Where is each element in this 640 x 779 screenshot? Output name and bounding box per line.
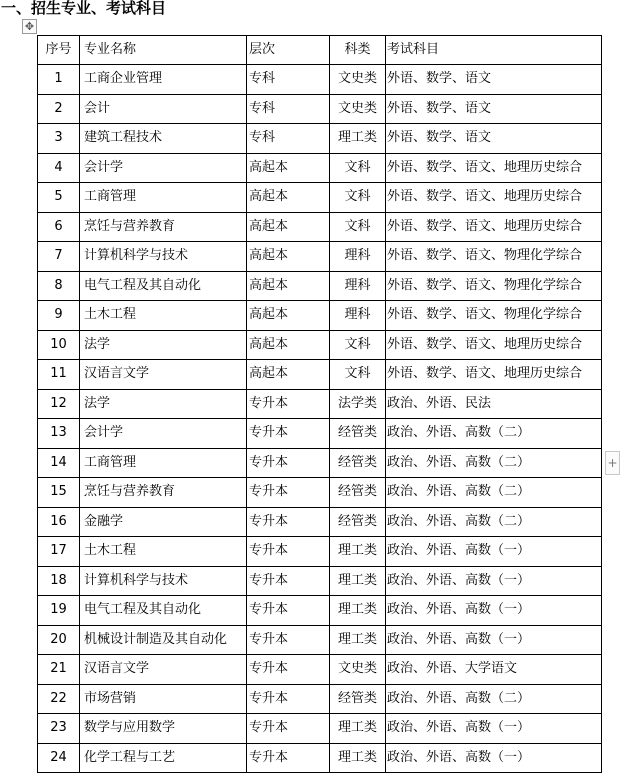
major-name-cell: 化学工程与工艺 [80, 743, 247, 773]
category-cell: 文科 [330, 183, 386, 213]
index-cell: 15 [38, 478, 80, 508]
index-cell: 6 [38, 212, 80, 242]
table-row [38, 714, 602, 744]
category-cell: 经管类 [330, 507, 386, 537]
majors-table [37, 35, 602, 773]
major-name-cell: 法学 [80, 389, 247, 419]
section-heading: 一、招生专业、考试科目 [1, 0, 167, 17]
level-cell: 高起本 [247, 360, 330, 390]
category-cell: 文史类 [330, 94, 386, 124]
index-cell: 24 [38, 743, 80, 773]
index-cell: 7 [38, 242, 80, 272]
table-move-handle-icon[interactable]: ✥ [22, 19, 37, 34]
level-cell: 高起本 [247, 242, 330, 272]
table-row [38, 242, 602, 272]
exam-subjects-cell: 政治、外语、高数（一） [386, 537, 602, 567]
exam-subjects-cell: 外语、数学、语文、地理历史综合 [386, 183, 602, 213]
level-cell: 专科 [247, 94, 330, 124]
level-cell: 专升本 [247, 625, 330, 655]
table-row [38, 153, 602, 183]
table-row [38, 448, 602, 478]
index-cell: 14 [38, 448, 80, 478]
exam-subjects-cell: 外语、数学、语文、物理化学综合 [386, 242, 602, 272]
table-row [38, 655, 602, 685]
level-cell: 专科 [247, 124, 330, 154]
index-cell: 19 [38, 596, 80, 626]
exam-subjects-cell: 政治、外语、高数（一） [386, 714, 602, 744]
category-cell: 理工类 [330, 625, 386, 655]
level-cell: 专升本 [247, 389, 330, 419]
index-cell: 10 [38, 330, 80, 360]
table-row [38, 507, 602, 537]
table-row [38, 65, 602, 95]
category-cell: 理工类 [330, 743, 386, 773]
level-cell: 高起本 [247, 271, 330, 301]
table-row [38, 94, 602, 124]
exam-subjects-cell: 政治、外语、高数（二） [386, 419, 602, 449]
major-name-cell: 工商管理 [80, 448, 247, 478]
exam-subjects-cell: 政治、外语、大学语文 [386, 655, 602, 685]
table-row [38, 596, 602, 626]
level-cell: 专升本 [247, 714, 330, 744]
exam-subjects-cell: 政治、外语、高数（一） [386, 566, 602, 596]
header-level-cell: 层次 [247, 36, 330, 65]
table-row [38, 271, 602, 301]
category-cell: 文科 [330, 212, 386, 242]
index-cell: 13 [38, 419, 80, 449]
index-cell: 18 [38, 566, 80, 596]
index-cell: 23 [38, 714, 80, 744]
category-cell: 经管类 [330, 419, 386, 449]
index-cell: 2 [38, 94, 80, 124]
exam-subjects-cell: 政治、外语、高数（一） [386, 596, 602, 626]
table-row [38, 389, 602, 419]
index-cell: 1 [38, 65, 80, 95]
category-cell: 经管类 [330, 478, 386, 508]
table-row [38, 684, 602, 714]
level-cell: 高起本 [247, 212, 330, 242]
major-name-cell: 工商管理 [80, 183, 247, 213]
level-cell: 专升本 [247, 478, 330, 508]
index-cell: 20 [38, 625, 80, 655]
add-column-icon[interactable]: + [605, 451, 620, 475]
major-name-cell: 会计学 [80, 153, 247, 183]
category-cell: 理工类 [330, 566, 386, 596]
level-cell: 专升本 [247, 743, 330, 773]
table-row [38, 183, 602, 213]
major-name-cell: 法学 [80, 330, 247, 360]
category-cell: 理工类 [330, 537, 386, 567]
index-cell: 21 [38, 655, 80, 685]
category-cell: 文史类 [330, 655, 386, 685]
exam-subjects-cell: 政治、外语、高数（一） [386, 743, 602, 773]
level-cell: 专升本 [247, 419, 330, 449]
level-cell: 专升本 [247, 566, 330, 596]
level-cell: 专科 [247, 65, 330, 95]
index-cell: 5 [38, 183, 80, 213]
major-name-cell: 机械设计制造及其自动化 [80, 625, 247, 655]
level-cell: 专升本 [247, 655, 330, 685]
category-cell: 文科 [330, 360, 386, 390]
table-row [38, 124, 602, 154]
major-name-cell: 会计 [80, 94, 247, 124]
major-name-cell: 土木工程 [80, 301, 247, 331]
level-cell: 专升本 [247, 684, 330, 714]
category-cell: 经管类 [330, 684, 386, 714]
exam-subjects-cell: 政治、外语、民法 [386, 389, 602, 419]
header-index-cell: 序号 [38, 36, 80, 65]
table-row [38, 566, 602, 596]
index-cell: 11 [38, 360, 80, 390]
level-cell: 高起本 [247, 183, 330, 213]
major-name-cell: 金融学 [80, 507, 247, 537]
exam-subjects-cell: 外语、数学、语文 [386, 124, 602, 154]
level-cell: 专升本 [247, 507, 330, 537]
level-cell: 专升本 [247, 448, 330, 478]
major-name-cell: 电气工程及其自动化 [80, 596, 247, 626]
category-cell: 理工类 [330, 714, 386, 744]
exam-subjects-cell: 外语、数学、语文、物理化学综合 [386, 271, 602, 301]
major-name-cell: 汉语言文学 [80, 360, 247, 390]
index-cell: 4 [38, 153, 80, 183]
category-cell: 理工类 [330, 596, 386, 626]
exam-subjects-cell: 外语、数学、语文、地理历史综合 [386, 153, 602, 183]
table-row [38, 478, 602, 508]
index-cell: 22 [38, 684, 80, 714]
header-major-name-cell: 专业名称 [80, 36, 247, 65]
index-cell: 16 [38, 507, 80, 537]
table-row [38, 360, 602, 390]
exam-subjects-cell: 政治、外语、高数（一） [386, 625, 602, 655]
table-row [38, 537, 602, 567]
category-cell: 文科 [330, 153, 386, 183]
exam-subjects-cell: 外语、数学、语文、地理历史综合 [386, 330, 602, 360]
exam-subjects-cell: 政治、外语、高数（二） [386, 478, 602, 508]
major-name-cell: 工商企业管理 [80, 65, 247, 95]
table-row [38, 419, 602, 449]
level-cell: 高起本 [247, 301, 330, 331]
major-name-cell: 烹饪与营养教育 [80, 478, 247, 508]
table-row [38, 625, 602, 655]
table-row [38, 301, 602, 331]
major-name-cell: 会计学 [80, 419, 247, 449]
category-cell: 理科 [330, 301, 386, 331]
level-cell: 高起本 [247, 330, 330, 360]
header-category-cell: 科类 [330, 36, 386, 65]
exam-subjects-cell: 外语、数学、语文、地理历史综合 [386, 360, 602, 390]
major-name-cell: 建筑工程技术 [80, 124, 247, 154]
level-cell: 专升本 [247, 596, 330, 626]
exam-subjects-cell: 政治、外语、高数（二） [386, 507, 602, 537]
major-name-cell: 数学与应用数学 [80, 714, 247, 744]
exam-subjects-cell: 外语、数学、语文、物理化学综合 [386, 301, 602, 331]
category-cell: 理科 [330, 242, 386, 272]
major-name-cell: 市场营销 [80, 684, 247, 714]
level-cell: 高起本 [247, 153, 330, 183]
category-cell: 文科 [330, 330, 386, 360]
table-row [38, 212, 602, 242]
index-cell: 8 [38, 271, 80, 301]
category-cell: 文史类 [330, 65, 386, 95]
major-name-cell: 烹饪与营养教育 [80, 212, 247, 242]
index-cell: 9 [38, 301, 80, 331]
table-row [38, 743, 602, 773]
exam-subjects-cell: 外语、数学、语文 [386, 65, 602, 95]
header-exam-subjects-cell: 考试科目 [386, 36, 602, 65]
level-cell: 专升本 [247, 537, 330, 567]
exam-subjects-cell: 外语、数学、语文 [386, 94, 602, 124]
table-header-row [38, 36, 602, 65]
category-cell: 经管类 [330, 448, 386, 478]
major-name-cell: 电气工程及其自动化 [80, 271, 247, 301]
major-name-cell: 汉语言文学 [80, 655, 247, 685]
exam-subjects-cell: 政治、外语、高数（二） [386, 684, 602, 714]
exam-subjects-cell: 政治、外语、高数（二） [386, 448, 602, 478]
exam-subjects-cell: 外语、数学、语文、地理历史综合 [386, 212, 602, 242]
major-name-cell: 土木工程 [80, 537, 247, 567]
table-row [38, 330, 602, 360]
category-cell: 法学类 [330, 389, 386, 419]
category-cell: 理科 [330, 271, 386, 301]
index-cell: 12 [38, 389, 80, 419]
major-name-cell: 计算机科学与技术 [80, 242, 247, 272]
category-cell: 理工类 [330, 124, 386, 154]
index-cell: 17 [38, 537, 80, 567]
major-name-cell: 计算机科学与技术 [80, 566, 247, 596]
index-cell: 3 [38, 124, 80, 154]
